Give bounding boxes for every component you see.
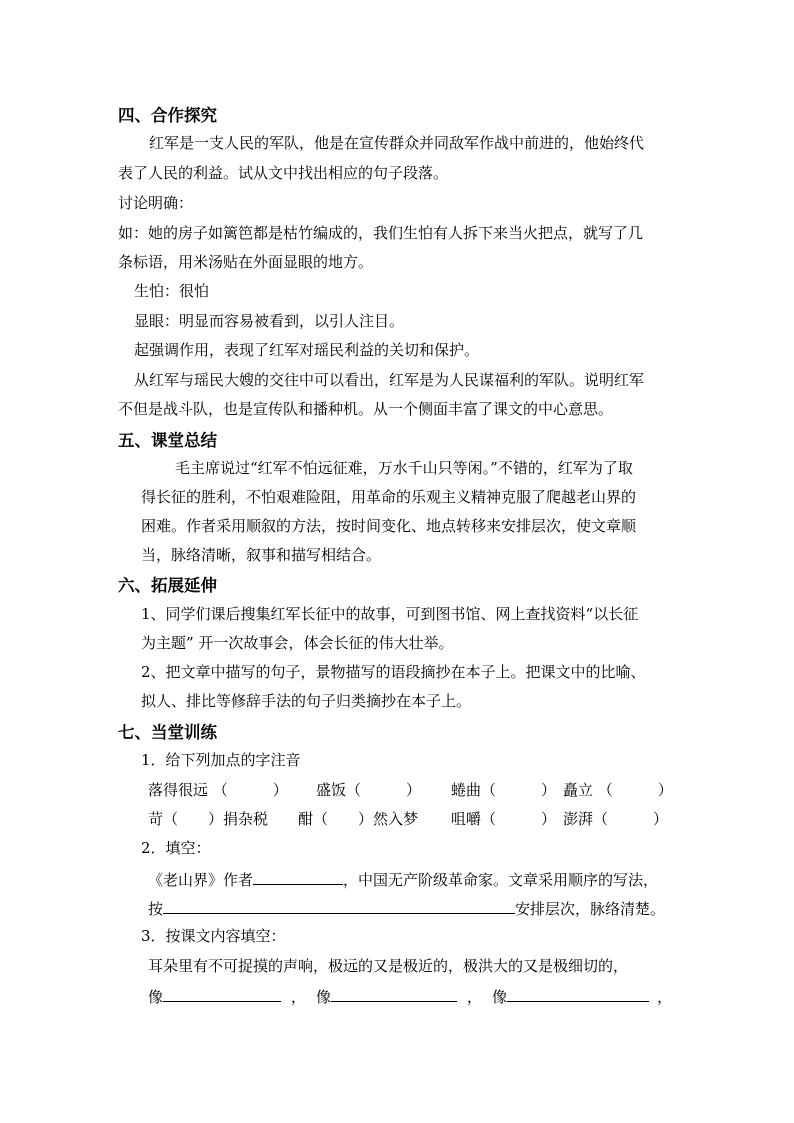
q3-sentence: 耳朵里有不可捉摸的声响，极远的又是极近的，极洪大的又是极细切的， [148,957,629,975]
q3-like-1: 像 [148,988,164,1006]
q3-comma-3: ， [657,988,673,1006]
s4-example-line1: 如：她的房子如篱笆都是枯竹编成的，我们生怕有人拆下来当火把点，就写了几 [118,224,644,242]
s6-item2-line2: 拟人、排比等修辞手法的句子归类摘抄在本子上。 [141,692,472,710]
section-5-heading: 五、课堂总结 [118,431,217,450]
simile-blank-3[interactable] [507,985,649,1002]
q3-like-3: 像 [492,988,508,1006]
q3-comma-1: ， [291,988,307,1006]
s5-para-line1: 毛主席说过“红军不怕远征难，万水千山只等闲。”不错的，红军为了取 [175,459,633,477]
s4-example-line2: 条标语，用米汤贴在外面显眼的地方。 [118,253,374,271]
q3-like-2: 像 [316,988,332,1006]
q1-item: 蜷曲（ ） [451,781,557,799]
author-blank[interactable] [253,868,343,885]
s6-item1-line2: 为主题” 开一次故事会，体会长征的伟大壮举。 [141,634,454,652]
simile-blank-2[interactable] [331,985,457,1002]
s4-emphasis-note: 起强调作用，表现了红军对瑶民利益的关切和保护。 [134,341,480,359]
order-blank[interactable] [163,897,515,914]
s5-para-line3: 困难。作者采用顺叙的方法，按时间变化、地点转移来安排层次，使文章顺 [141,517,637,535]
q3-prompt: 3．按课文内容填空： [141,927,286,945]
q1-item: 盛饭（ ） [316,781,422,799]
q3-blanks-line [148,985,672,1007]
q1-item: 苛（ ）捐杂税 [148,810,269,828]
q3-comma-2: ， [467,988,483,1006]
s4-word-xianyan: 显眼：明显而容易被看到，以引人注目。 [134,312,405,330]
s4-para7-line1: 从红军与瑶民大嫂的交往中可以看出，红军是为人民谋福利的军队。说明红军 [134,371,645,389]
q2-line-2 [148,897,665,919]
s4-para7-line2: 不但是战斗队，也是宣传队和播种机。从一个侧面丰富了课文的中心意思。 [118,400,614,418]
q2-order-pre: 按 [148,900,164,918]
q1-item: 矗立 （ ） [563,781,673,799]
simile-blank-1[interactable] [163,985,281,1002]
s4-para1-line2: 表了人民的利益。试从文中找出相应的句子段落。 [118,164,449,182]
section-6-heading: 六、拓展延伸 [118,576,217,595]
s4-para1-line1: 红军是一支人民的军队，他是在宣传群众并同敌军作战中前进的，他始终代 [149,134,645,152]
q1-item: 落得很远 （ ） [148,781,288,799]
s6-item1-line1: 1、同学们课后搜集红军长征中的故事，可到图书馆、网上查找资料“以长征 [141,605,639,623]
q2-prompt: 2．填空： [141,839,211,857]
s4-discussion-label: 讨论明确： [118,194,194,212]
s6-item2-line1: 2、把文章中描写的句子，景物描写的语段摘抄在本子上。把课文中的比喻、 [141,663,646,681]
q1-item: 酣（ ）然入梦 [298,810,419,828]
q2-author-pre: 《老山界》作者 [148,871,254,889]
q2-line-1 [148,868,658,890]
s5-para-line4: 当，脉络清晰，叙事和描写相结合。 [141,546,382,564]
s4-word-shengpa: 生怕：很怕 [134,282,210,300]
q2-order-post: 安排层次，脉络清楚。 [515,900,666,918]
q1-item: 咀嚼（ ） [451,810,557,828]
section-7-heading: 七、当堂训练 [118,723,217,742]
q2-author-post: ，中国无产阶级革命家。文章采用顺序的写法， [343,871,659,889]
q1-item: 澎湃（ ） [563,810,669,828]
q1-prompt: 1．给下列加点的字注音 [141,751,301,769]
s5-para-line2: 得长征的胜利，不怕艰难险阻，用革命的乐观主义精神克服了爬越老山界的 [141,488,637,506]
section-4-heading: 四、合作探究 [118,106,217,125]
